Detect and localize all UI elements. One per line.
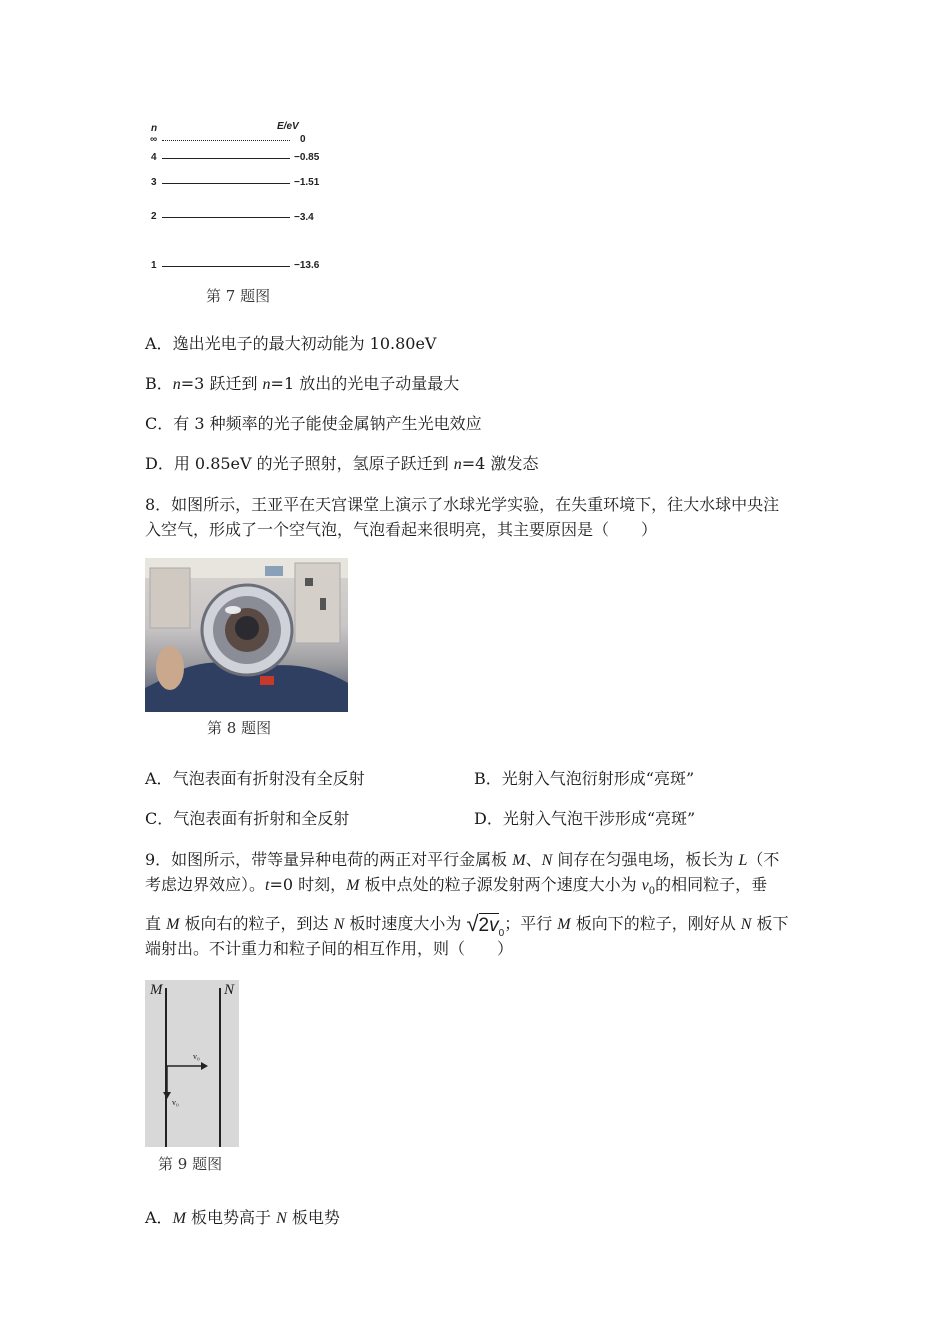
var-n: n: [262, 376, 271, 393]
var-M: M: [172, 1210, 186, 1227]
option-letter: B．: [145, 374, 173, 393]
option-text: 逸出光电子的最大初动能为 10.80eV: [172, 334, 437, 353]
n-axis-header: n: [151, 123, 158, 134]
level-4-line: [162, 158, 290, 159]
option-letter: D．: [145, 454, 174, 473]
level-4-energy: −0.85: [294, 152, 320, 163]
q9-stem-line1: 9．如图所示，带等量异种电荷的两正对平行金属板 M、N 间存在匀强电场，板长为 L（不: [145, 850, 780, 869]
q7-option-c[interactable]: [145, 412, 482, 436]
plate-m-label: M: [150, 982, 163, 998]
level-1-n: 1: [151, 260, 157, 271]
option-letter: A．: [145, 769, 173, 788]
var-N: N: [541, 852, 553, 869]
option-text: 光射入气泡干涉形成“亮斑”: [502, 809, 696, 828]
option-text: =4 激发态: [461, 454, 539, 473]
option-text: 板电势: [286, 1208, 340, 1227]
option-text: =1 放出的光电子动量最大: [270, 374, 460, 393]
option-text: 板电势高于: [185, 1208, 277, 1227]
level-3-energy: −1.51: [294, 177, 320, 188]
velocity-down-label: v₀: [172, 1098, 179, 1107]
option-letter: B．: [474, 769, 502, 788]
var-n: n: [453, 456, 462, 473]
velocity-right-label: v₀: [193, 1052, 200, 1061]
q8-stem-line2: 入空气，形成了一个空气泡，气泡看起来很明亮，其主要原因是（ ）: [145, 520, 658, 539]
var-t: t: [265, 877, 270, 894]
level-2-energy: −3.4: [294, 212, 314, 223]
q8-option-d[interactable]: [474, 807, 695, 831]
fig8-caption: 第 8 题图: [207, 719, 272, 737]
level-inf-n: ∞: [150, 134, 158, 145]
var-N: N: [740, 916, 752, 933]
var-M: M: [557, 916, 571, 933]
energy-axis-header: E/eV: [277, 121, 299, 132]
q8-option-a[interactable]: [145, 767, 365, 791]
q9-stem-line2: 考虑边界效应）。t=0 时刻，M 板中点处的粒子源发射两个速度大小为 $v_0$的相同粒子，垂: [145, 875, 768, 898]
fig7-caption: 第 7 题图: [206, 287, 271, 305]
option-letter: C．: [145, 414, 174, 433]
var-N: N: [276, 1210, 287, 1227]
option-text: =3 跃迁到: [180, 374, 263, 393]
sqrt-sign: √: [466, 911, 479, 936]
option-letter: D．: [474, 809, 503, 828]
fig9-caption: 第 9 题图: [158, 1155, 223, 1173]
level-inf-line: [162, 140, 290, 141]
var-L: L: [738, 852, 748, 869]
level-2-line: [162, 217, 290, 218]
option-text: 气泡表面有折射和全反射: [173, 809, 350, 828]
var-N: N: [333, 916, 345, 933]
option-text: 气泡表面有折射没有全反射: [172, 769, 365, 788]
level-1-line: [162, 266, 290, 267]
var-M: M: [346, 877, 360, 894]
option-text: 有 3 种频率的光子能使金属钠产生光电效应: [173, 414, 482, 433]
level-inf-energy: 0: [300, 134, 306, 145]
option-letter: C．: [145, 809, 174, 828]
level-4-n: 4: [151, 152, 157, 163]
option-letter: A．: [145, 334, 173, 353]
level-1-energy: −13.6: [294, 260, 320, 271]
plate-n-label: N: [224, 982, 235, 998]
q7-option-a[interactable]: [145, 332, 436, 356]
parallel-plates-figure: [145, 980, 239, 1147]
var-n: n: [172, 376, 181, 393]
q7-option-d[interactable]: [145, 452, 538, 477]
q8-option-b[interactable]: [474, 767, 694, 791]
q8-stem-line1: 8．如图所示，王亚平在天宫课堂上演示了水球光学实验，在失重环境下，往大水球中央注: [145, 495, 780, 514]
level-3-n: 3: [151, 177, 157, 188]
water-ball-photo: [145, 558, 348, 712]
option-text: 光射入气泡衍射形成“亮斑”: [501, 769, 695, 788]
var-M: M: [512, 852, 526, 869]
q8-option-c[interactable]: [145, 807, 349, 831]
level-3-line: [162, 183, 290, 184]
q7-option-b[interactable]: [145, 372, 459, 397]
option-text: 用 0.85eV 的光子照射，氢原子跃迁到: [173, 454, 454, 473]
velocity-arrows: [145, 980, 239, 1147]
q9-option-a[interactable]: [145, 1206, 340, 1231]
option-letter: A．: [145, 1208, 173, 1227]
var-M: M: [166, 916, 180, 933]
water-ball-illustration: [145, 558, 348, 712]
q9-stem-line3: 直 M 板向右的粒子，到达 N 板时速度大小为 $√2v_0$；平行 M 板向下的粒子，刚好从 N 板下: [145, 912, 789, 946]
var-v: v: [641, 877, 649, 894]
q9-stem-line4: 端射出。不计重力和粒子间的相互作用，则（ ）: [145, 939, 514, 958]
level-2-n: 2: [151, 211, 157, 222]
sqrt-expression: $√2v_0$: [466, 911, 505, 939]
